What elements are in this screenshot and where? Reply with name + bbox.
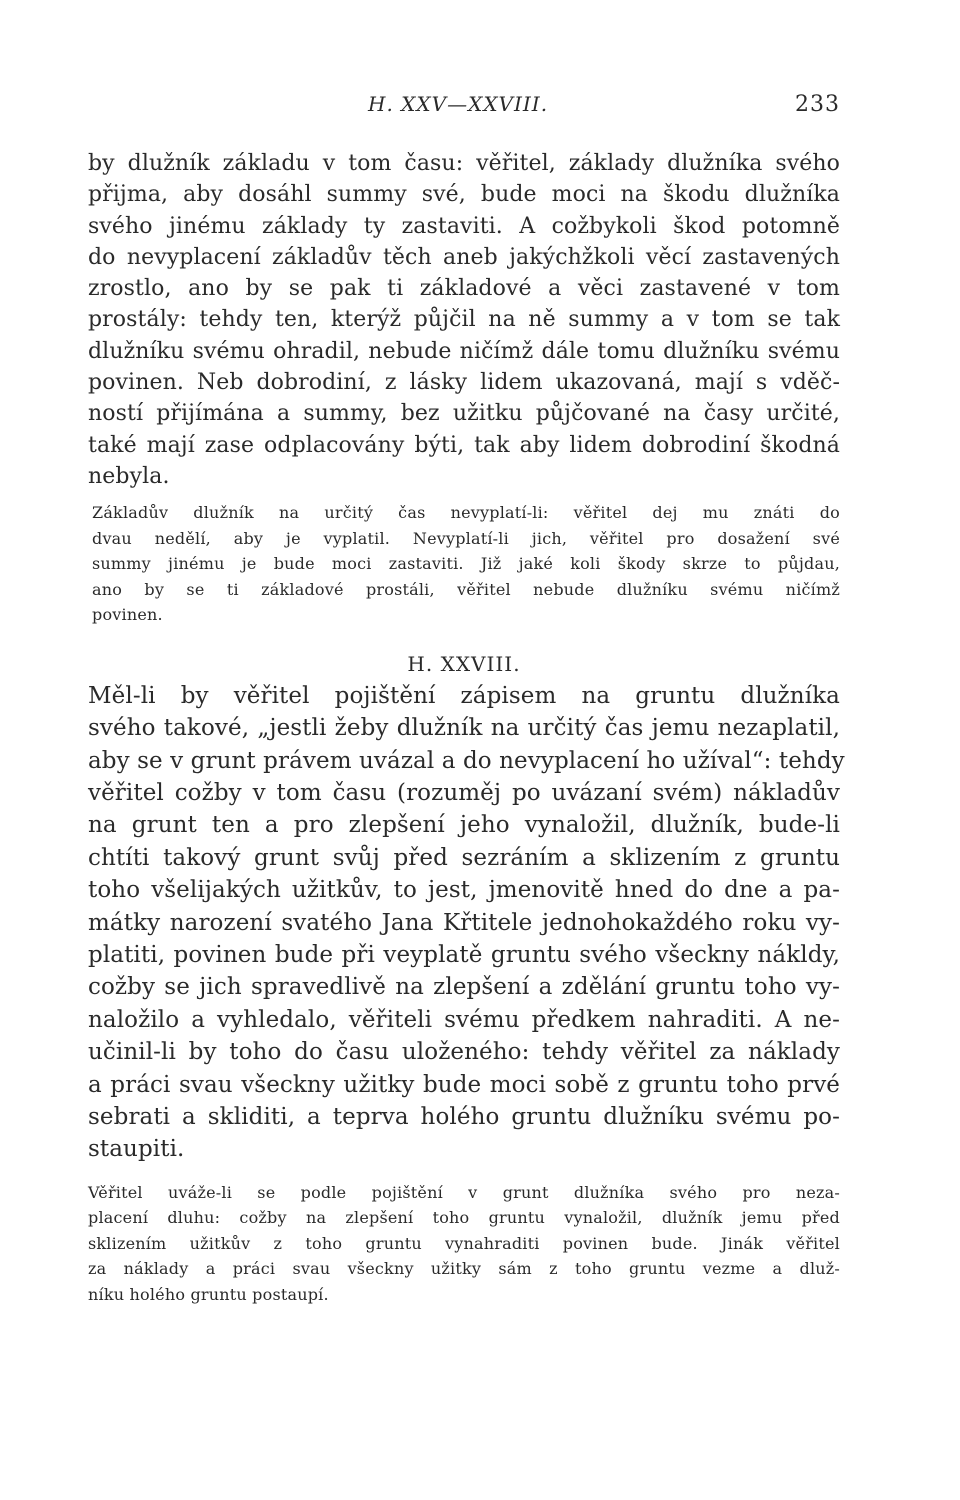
page-header [88,92,840,132]
note-line: Základův dlužník na určitý čas nevyplatí-li: věřitel dej mu znáti do [92,503,840,523]
text-line: na grunt ten a pro zlepšení jeho vynaložil, dlužník, bude-li [88,812,840,839]
text-line: a práci svau všeckny užitky bude moci sobě z gruntu toho prvé [88,1071,840,1098]
text-line: svého jinému základy ty zastaviti. A cožbykoli škod potomně [88,213,840,239]
text-line: staupiti. [88,1136,185,1163]
text-line: naložilo a vyhledalo, věřiteli svému předkem nahraditi. A ne- [88,1006,840,1033]
paragraph-continuation [88,148,840,492]
text-line: prostály: tehdy ten, kterýž půjčil na ně summy a v tom se tak [88,307,840,333]
summary-note [88,500,840,628]
note-line: dvau nedělí, aby je vyplatil. Nevyplatí-li jich, věřitel pro dosažení své [92,528,840,548]
note-line: ano by se ti základové prostáli, věřitel nebude dlužníku svému ničímž [92,579,840,599]
text-line: aby se v grunt právem uvázal a do nevyplacení ho užíval“: tehdy [88,747,845,774]
page-number: 233 [795,92,840,117]
note-line: sklizením užitkův z toho gruntu vynahraditi povinen bude. Jinák věřitel [88,1233,840,1253]
text-line: povinen. Neb dobrodiní, z lásky lidem ukazovaná, mají s vděč- [88,370,840,396]
note-line: povinen. [92,605,163,625]
text-line: toho všelijakých užitkův, to jest, jmenovitě hned do dne a pa- [88,877,840,904]
text-line: Měl-li by věřitel pojištění zápisem na gruntu dlužníka [88,682,840,709]
text-line: přijma, aby dosáhl summy své, bude moci na škodu dlužníka [88,182,840,208]
note-line: za náklady a práci svau všeckny užitky sám z toho gruntu vezme a dluž- [88,1259,840,1279]
text-line: cožby se jich spravedlivě na zlepšení a zdělání gruntu toho vy- [88,974,840,1001]
running-head: H. XXV—XXVIII. [368,92,549,116]
note-line: placení dluhu: cožby na zlepšení toho gruntu vynaložil, dlužník jemu před [88,1208,840,1228]
section-heading: H. XXVIII. [407,651,521,676]
text-line: nebyla. [88,463,170,489]
text-line: ností přijímána a summy, bez užitku půjčované na časy určité, [88,401,840,427]
note-line: Věřitel uváže-li se podle pojištění v grunt dlužníka svého pro neza- [88,1182,840,1202]
text-line: platiti, povinen bude při veyplatě gruntu svého všeckny nákldy, [88,942,840,969]
text-line: zrostlo, ano by se pak ti základové a věci zastavené v tom [88,276,840,302]
note-line: summy jinému je bude moci zastaviti. Již jaké koli škody skrze to půjdau, [92,554,840,574]
book-page [88,92,845,1307]
note-line: níku holého gruntu postaupí. [88,1284,329,1304]
text-line: mátky narození svatého Jana Křtitele jednohokaždého roku vy- [88,909,840,936]
summary-note [88,1180,840,1308]
section-paragraph [88,680,845,1166]
text-line: také mají zase odplacovány býti, tak aby lidem dobrodiní škodná [88,432,840,458]
text-line: do nevyplacení základův těch aneb jakýchžkoli věcí zastavených [88,244,840,270]
text-line: věřitel cožby v tom času (rozuměj po uvázaní svém) nákladův [88,779,840,806]
text-line: učinil-li by toho do času uloženého: tehdy věřitel za náklady [88,1039,840,1066]
text-line: chtíti takový grunt svůj před sezráním a sklizením z gruntu [88,844,840,871]
text-line: by dlužník základu v tom času: věřitel, základy dlužníka svého [88,151,840,176]
text-line: dlužníku svému ohradil, nebude ničímž dále tomu dlužníku svému [88,338,840,364]
text-line: svého takové, „jestli žeby dlužník na určitý čas jemu nezaplatil, [88,715,840,742]
text-line: sebrati a skliditi, a teprva holého gruntu dlužníku svému po- [88,1104,840,1131]
